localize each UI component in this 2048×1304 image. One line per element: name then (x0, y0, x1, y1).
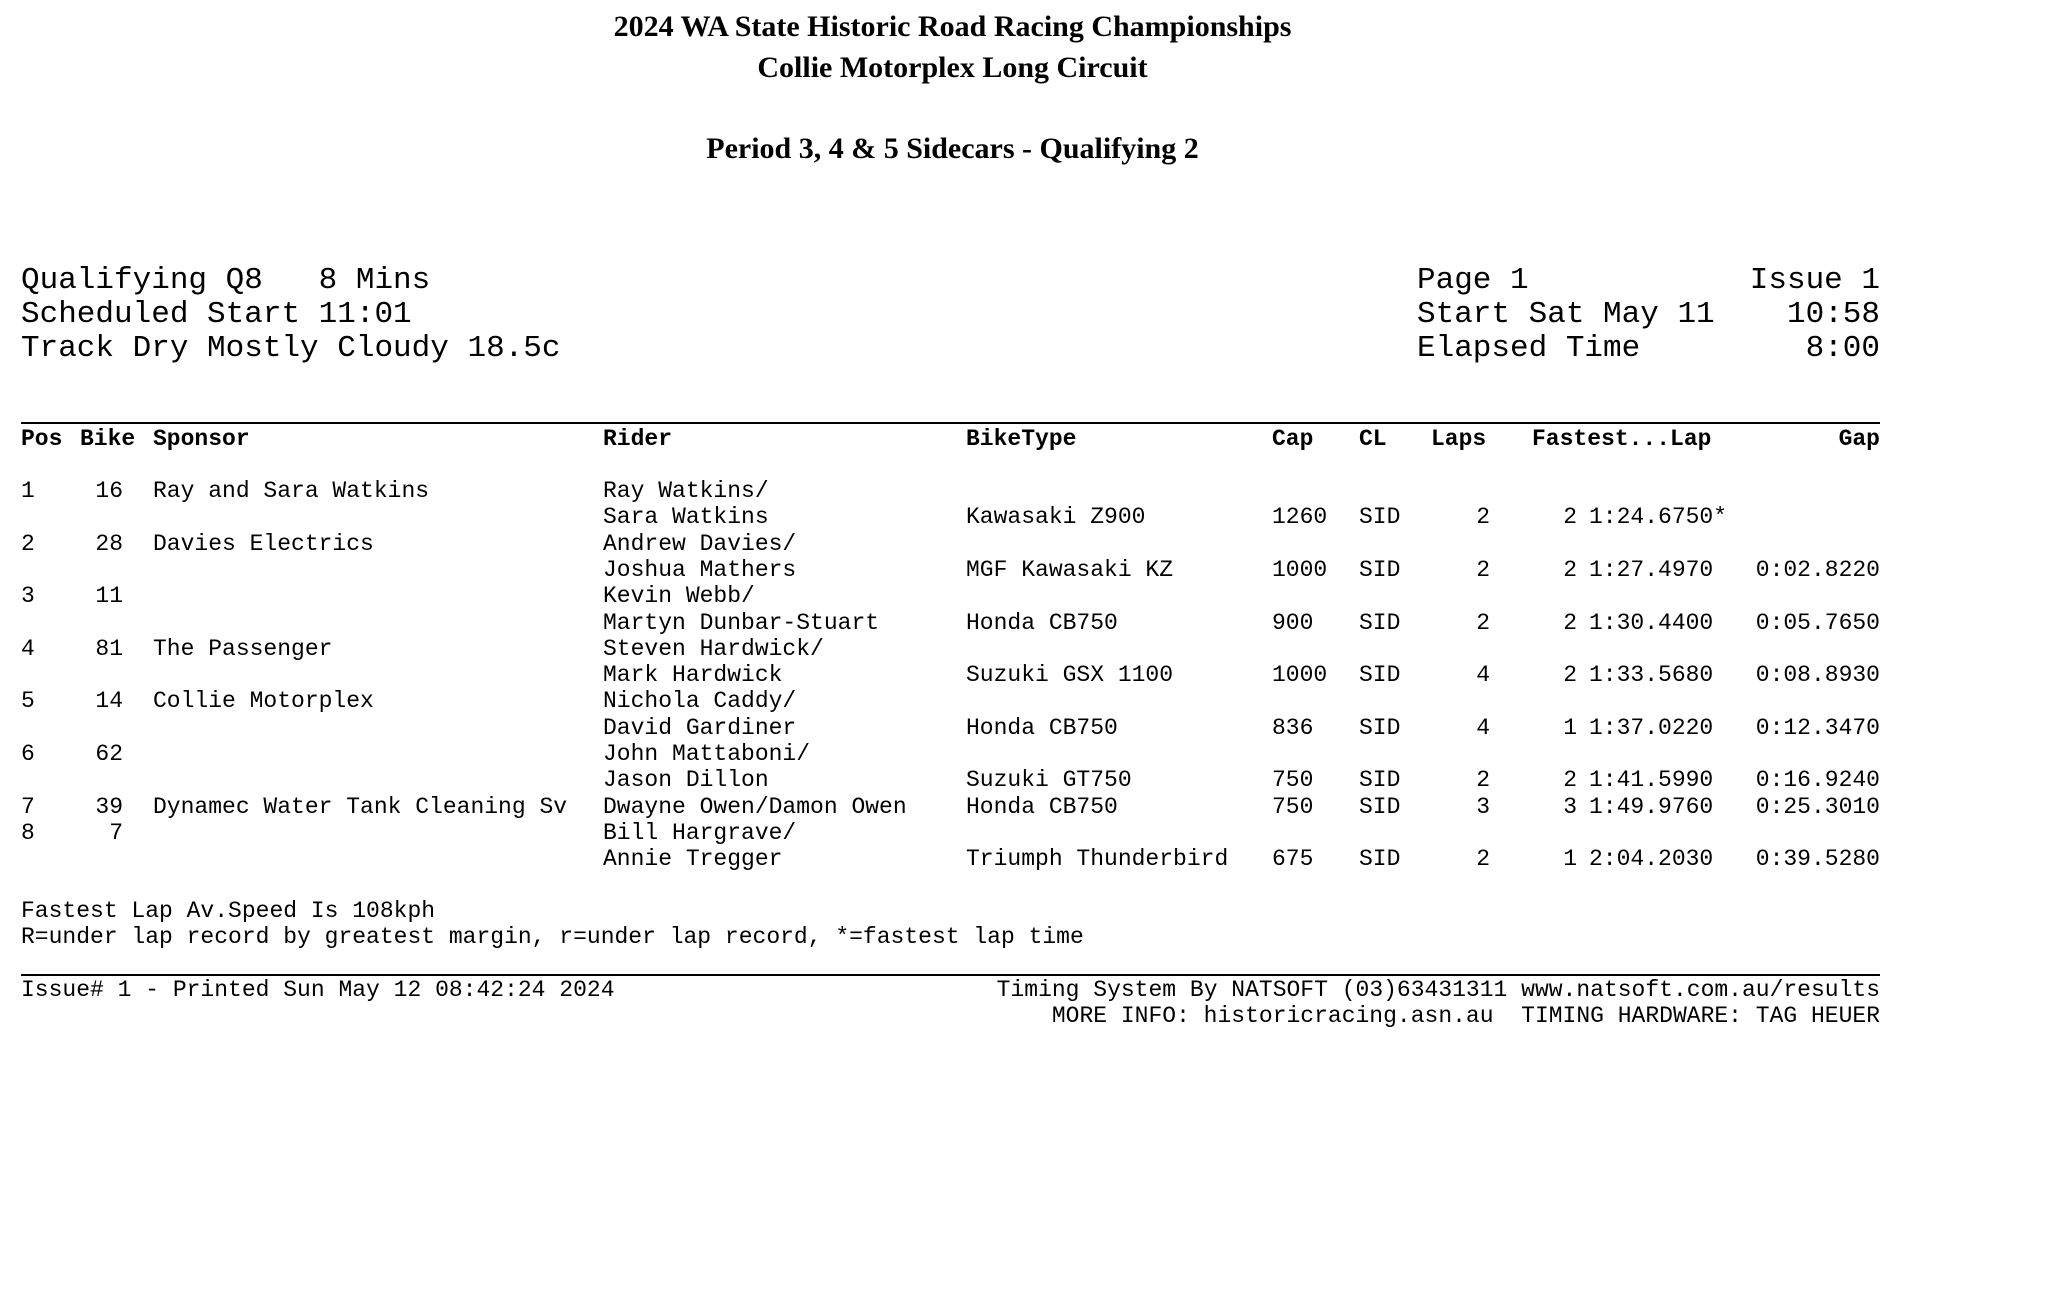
row-laps: 3 (1476, 793, 1490, 820)
col-laps: Laps (1431, 426, 1487, 452)
track-conditions: Track Dry Mostly Cloudy 18.5c (21, 331, 561, 366)
row-sponsor: The Passenger (153, 635, 333, 662)
col-cl: CL (1359, 426, 1387, 452)
issue-number: Issue 1 (1749, 263, 1880, 298)
row-rider-driver: John Mattaboni/ (603, 741, 811, 767)
col-bike: Bike (80, 426, 136, 452)
row-cap: 1260 (1272, 504, 1328, 531)
row-gap: 0:39.5280 (1755, 846, 1880, 873)
row-pos: 2 (21, 530, 35, 557)
row-class: SID (1359, 714, 1401, 741)
row-sponsor: Collie Motorplex (153, 688, 374, 715)
row-biketype: Triumph Thunderbird (966, 846, 1229, 873)
row-gap: 0:25.3010 (1755, 793, 1880, 820)
actual-start-time: 10:58 (1786, 297, 1880, 332)
row-rider-passenger: Sara Watkins (603, 504, 769, 531)
actual-start-label: Start Sat May 11 (1417, 297, 1715, 332)
row-gap: 0:12.3470 (1755, 714, 1880, 741)
row-biketype: Suzuki GT750 (966, 767, 1132, 794)
col-sponsor: Sponsor (153, 426, 250, 452)
row-sponsor: Dynamec Water Tank Cleaning Sv (153, 793, 568, 820)
row-cap: 1000 (1272, 662, 1328, 689)
more-info: MORE INFO: historicracing.asn.au TIMING HARDWARE: TAG HEUER (1051, 1003, 1880, 1029)
timing-system-info: Timing System By NATSOFT (03)63431311 www.natsoft.com.au/results (996, 977, 1880, 1003)
row-laps: 2 (1476, 767, 1490, 794)
printed-info: Issue# 1 - Printed Sun May 12 08:42:24 2024 (21, 977, 615, 1003)
row-laps: 2 (1476, 556, 1490, 583)
row-fastest-lap-number: 2 (1563, 609, 1577, 636)
row-fastest-lap-time: 1:41.5990 (1589, 767, 1714, 794)
row-gap: 0:08.8930 (1755, 662, 1880, 689)
row-pos: 6 (21, 741, 35, 767)
row-class: SID (1359, 556, 1401, 583)
row-class: SID (1359, 793, 1401, 820)
row-fastest-lap-time: 1:49.9760 (1589, 793, 1714, 820)
row-bike: 16 (95, 478, 123, 504)
elapsed-label: Elapsed Time (1417, 331, 1641, 366)
row-laps: 4 (1476, 662, 1490, 689)
row-rider-passenger: Jason Dillon (603, 767, 769, 794)
row-laps: 2 (1476, 846, 1490, 873)
row-pos: 7 (21, 793, 35, 820)
row-class: SID (1359, 846, 1401, 873)
row-cap: 1000 (1272, 556, 1328, 583)
col-fastest-lap: Fastest...Lap (1532, 426, 1712, 452)
row-rider-driver: Andrew Davies/ (603, 530, 797, 557)
row-fastest-lap-time: 2:04.2030 (1589, 846, 1714, 873)
row-class: SID (1359, 504, 1401, 531)
session-title: Period 3, 4 & 5 Sidecars - Qualifying 2 (706, 132, 1199, 165)
row-cap: 675 (1272, 846, 1314, 873)
row-rider-passenger: Mark Hardwick (603, 662, 783, 689)
col-cap: Cap (1272, 426, 1314, 452)
elapsed-time: 8:00 (1805, 331, 1880, 366)
row-fastest-lap-time: 1:27.4970 (1589, 556, 1714, 583)
event-title: 2024 WA State Historic Road Racing Championships (613, 10, 1292, 43)
row-pos: 5 (21, 688, 35, 715)
row-rider-driver: Ray Watkins/ (603, 478, 769, 504)
row-bike: 11 (95, 583, 123, 610)
col-biketype: BikeType (966, 426, 1077, 452)
scheduled-start: Scheduled Start 11:01 (21, 297, 412, 332)
row-bike: 81 (95, 635, 123, 662)
row-rider-passenger: David Gardiner (603, 714, 797, 741)
row-rider-driver: Bill Hargrave/ (603, 819, 797, 846)
row-rider-driver: Kevin Webb/ (603, 583, 755, 610)
col-pos: Pos (21, 426, 63, 452)
row-pos: 8 (21, 819, 35, 846)
row-rider-driver: Dwayne Owen/Damon Owen (603, 793, 907, 820)
row-biketype: Kawasaki Z900 (966, 504, 1146, 531)
row-biketype: Honda CB750 (966, 714, 1118, 741)
row-fastest-lap-time: 1:37.0220 (1589, 714, 1714, 741)
row-rider-driver: Steven Hardwick/ (603, 635, 824, 662)
row-bike: 62 (95, 741, 123, 767)
row-biketype: Honda CB750 (966, 793, 1118, 820)
row-gap: 0:02.8220 (1755, 556, 1880, 583)
row-fastest-lap-number: 1 (1563, 846, 1577, 873)
row-bike: 14 (95, 688, 123, 715)
row-pos: 1 (21, 478, 35, 504)
row-sponsor: Davies Electrics (153, 530, 374, 557)
footer-rule (21, 974, 1880, 976)
row-bike: 28 (95, 530, 123, 557)
row-laps: 4 (1476, 714, 1490, 741)
row-cap: 750 (1272, 767, 1314, 794)
row-fastest-lap-number: 2 (1563, 504, 1577, 531)
row-class: SID (1359, 609, 1401, 636)
row-sponsor: Ray and Sara Watkins (153, 478, 430, 504)
col-gap: Gap (1838, 426, 1880, 452)
fastest-lap-speed-note: Fastest Lap Av.Speed Is 108kph (21, 898, 436, 924)
row-class: SID (1359, 767, 1401, 794)
row-fastest-lap-number: 2 (1563, 556, 1577, 583)
row-rider-passenger: Martyn Dunbar-Stuart (603, 609, 880, 636)
lap-record-legend: R=under lap record by greatest margin, r=under lap record, *=fastest lap time (21, 924, 1084, 950)
header-rule (21, 422, 1880, 424)
row-fastest-lap-time: 1:33.5680 (1589, 662, 1714, 689)
row-fastest-lap-number: 1 (1563, 714, 1577, 741)
row-fastest-lap-time: 1:30.4400 (1589, 609, 1714, 636)
row-cap: 750 (1272, 793, 1314, 820)
row-laps: 2 (1476, 609, 1490, 636)
page-number: Page 1 (1417, 263, 1529, 298)
row-bike: 39 (95, 793, 123, 820)
row-pos: 3 (21, 583, 35, 610)
row-rider-passenger: Annie Tregger (603, 846, 783, 873)
row-bike: 7 (109, 819, 123, 846)
row-biketype: MGF Kawasaki KZ (966, 556, 1174, 583)
row-pos: 4 (21, 635, 35, 662)
row-gap: 0:05.7650 (1755, 609, 1880, 636)
col-rider: Rider (603, 426, 673, 452)
row-biketype: Honda CB750 (966, 609, 1118, 636)
row-fastest-lap-number: 2 (1563, 662, 1577, 689)
row-cap: 900 (1272, 609, 1314, 636)
row-cap: 836 (1272, 714, 1314, 741)
row-fastest-lap-number: 3 (1563, 793, 1577, 820)
row-class: SID (1359, 662, 1401, 689)
row-rider-passenger: Joshua Mathers (603, 556, 797, 583)
circuit-title: Collie Motorplex Long Circuit (757, 51, 1148, 84)
row-rider-driver: Nichola Caddy/ (603, 688, 797, 715)
row-gap: 0:16.9240 (1755, 767, 1880, 794)
row-biketype: Suzuki GSX 1100 (966, 662, 1174, 689)
row-laps: 2 (1476, 504, 1490, 531)
session-format: Qualifying Q8 8 Mins (21, 263, 431, 298)
row-fastest-lap-number: 2 (1563, 767, 1577, 794)
row-fastest-lap-time: 1:24.6750* (1589, 504, 1728, 531)
